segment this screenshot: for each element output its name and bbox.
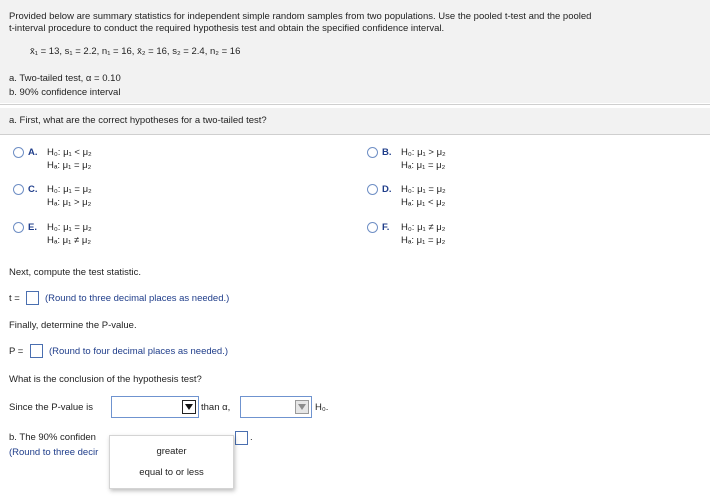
chevron-down-icon[interactable] — [295, 400, 309, 414]
option-c-ha: Hₐ: μ₁ > μ₂ — [47, 197, 92, 208]
part-a-spec: a. Two-tailed test, α = 0.10 — [9, 73, 121, 84]
option-b-letter: B. — [382, 147, 392, 158]
stat-s1: s₁ = 2.2, — [64, 46, 100, 57]
comparison-dropdown-menu[interactable] — [109, 435, 234, 489]
h0-text: H₀. — [315, 402, 329, 413]
option-a-ha: Hₐ: μ₁ = μ₂ — [47, 160, 92, 171]
part-b-spec: b. 90% confidence interval — [9, 87, 121, 98]
decision-select[interactable] — [240, 396, 312, 418]
p-hint: (Round to four decimal places as needed.) — [49, 346, 229, 357]
radio-option-a[interactable] — [13, 147, 24, 158]
intro-line-1: Provided below are summary statistics for independent simple random samples from two populations. Use the pooled t-test and the pooled — [9, 11, 592, 22]
option-d-ha: Hₐ: μ₁ < μ₂ — [401, 197, 446, 208]
option-d-h0: H₀: μ₁ = μ₂ — [401, 184, 446, 195]
option-f-ha: Hₐ: μ₁ = μ₂ — [401, 235, 446, 246]
option-e-ha: Hₐ: μ₁ ≠ μ₂ — [47, 235, 92, 246]
p-answer-input[interactable] — [30, 344, 43, 358]
t-label: t = — [9, 293, 20, 304]
summary-stats — [30, 46, 240, 57]
test-stat-prompt: Next, compute the test statistic. — [9, 267, 141, 278]
radio-option-f[interactable] — [367, 222, 378, 233]
option-d-letter: D. — [382, 184, 392, 195]
conclusion-prompt: What is the conclusion of the hypothesis test? — [9, 374, 202, 385]
since-text: Since the P-value is — [9, 402, 93, 413]
radio-option-e[interactable] — [13, 222, 24, 233]
stat-xbar2: x̄₂ = 16, — [137, 46, 170, 57]
than-alpha-text: than α, — [201, 402, 231, 413]
t-answer-input[interactable] — [26, 291, 39, 305]
stat-n2: n₂ = 16 — [209, 46, 241, 57]
option-f-h0: H₀: μ₁ ≠ μ₂ — [401, 222, 446, 233]
part-b-hint: (Round to three decir — [9, 447, 99, 458]
intro-line-2: t-interval procedure to conduct the required hypothesis test and obtain the specified confidence interval. — [9, 23, 445, 34]
t-hint: (Round to three decimal places as needed.) — [45, 293, 230, 304]
dropdown-option-equal-or-less[interactable]: equal to or less — [139, 467, 204, 478]
option-b-h0: H₀: μ₁ > μ₂ — [401, 147, 446, 158]
option-e-letter: E. — [28, 222, 37, 233]
part-b-prompt: b. The 90% confiden — [9, 432, 96, 443]
ci-period: . — [250, 432, 253, 443]
dropdown-option-greater[interactable]: greater — [156, 446, 187, 457]
stat-n1: n₁ = 16, — [101, 46, 135, 57]
option-a-h0: H₀: μ₁ < μ₂ — [47, 147, 92, 158]
p-label: P = — [9, 346, 24, 357]
option-c-letter: C. — [28, 184, 38, 195]
divider — [0, 104, 710, 105]
option-a-letter: A. — [28, 147, 38, 158]
divider — [0, 134, 710, 135]
radio-option-b[interactable] — [367, 147, 378, 158]
option-c-h0: H₀: μ₁ = μ₂ — [47, 184, 92, 195]
chevron-down-icon[interactable] — [182, 400, 196, 414]
option-f-letter: F. — [382, 222, 390, 233]
stat-xbar1: x̄₁ = 13, — [30, 46, 62, 57]
comparison-select[interactable] — [111, 396, 199, 418]
option-b-ha: Hₐ: μ₁ = μ₂ — [401, 160, 446, 171]
question-a-title: a. First, what are the correct hypotheses for a two-tailed test? — [9, 115, 267, 126]
radio-option-c[interactable] — [13, 184, 24, 195]
pvalue-prompt: Finally, determine the P-value. — [9, 320, 137, 331]
option-e-h0: H₀: μ₁ = μ₂ — [47, 222, 92, 233]
ci-answer-input[interactable] — [235, 431, 248, 445]
radio-option-d[interactable] — [367, 184, 378, 195]
stat-s2: s₂ = 2.4, — [172, 46, 208, 57]
